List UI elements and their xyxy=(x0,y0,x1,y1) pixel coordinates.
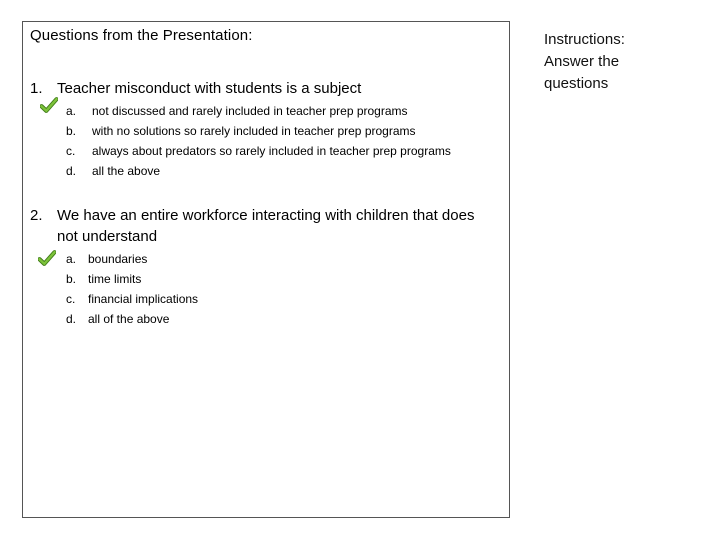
instructions xyxy=(544,29,674,95)
instructions-text-line: Answer the xyxy=(544,53,620,70)
option-a xyxy=(66,249,366,269)
option-c xyxy=(66,289,366,309)
option-letter: d. xyxy=(66,312,77,326)
option-letter: b. xyxy=(66,272,77,286)
checkmark-icon xyxy=(38,250,56,266)
option-text: financial implications xyxy=(88,292,199,306)
option-d xyxy=(66,161,526,181)
question-1 xyxy=(30,78,470,99)
option-letter: a. xyxy=(66,104,77,118)
option-b xyxy=(66,121,526,141)
question-text: Teacher misconduct with students is a subject xyxy=(57,80,362,97)
option-letter: c. xyxy=(66,292,76,306)
checkmark-icon xyxy=(40,97,58,113)
question-2-options xyxy=(66,249,366,329)
question-2 xyxy=(30,205,500,247)
question-number: 1. xyxy=(30,80,43,97)
instructions-text-line: questions xyxy=(544,75,609,92)
question-1-options xyxy=(66,101,526,181)
question-number: 2. xyxy=(30,207,43,224)
option-c xyxy=(66,141,526,161)
option-letter: a. xyxy=(66,252,77,266)
option-letter: d. xyxy=(66,164,77,178)
option-text: boundaries xyxy=(88,252,148,266)
questions-panel xyxy=(22,21,510,518)
option-text: time limits xyxy=(88,272,142,286)
option-text: not discussed and rarely included in teacher prep programs xyxy=(92,104,408,118)
option-b xyxy=(66,269,366,289)
option-letter: c. xyxy=(66,144,76,158)
option-letter: b. xyxy=(66,124,77,138)
option-d xyxy=(66,309,366,329)
instructions-heading: Instructions: xyxy=(544,31,625,48)
panel-title: Questions from the Presentation: xyxy=(30,27,253,44)
option-a xyxy=(66,101,526,121)
option-text: always about predators so rarely included in teacher prep programs xyxy=(92,144,451,158)
question-text: We have an entire workforce interacting with children that does not understand xyxy=(57,207,475,245)
option-text: with no solutions so rarely included in teacher prep programs xyxy=(92,124,416,138)
option-text: all of the above xyxy=(88,312,170,326)
option-text: all the above xyxy=(92,164,161,178)
